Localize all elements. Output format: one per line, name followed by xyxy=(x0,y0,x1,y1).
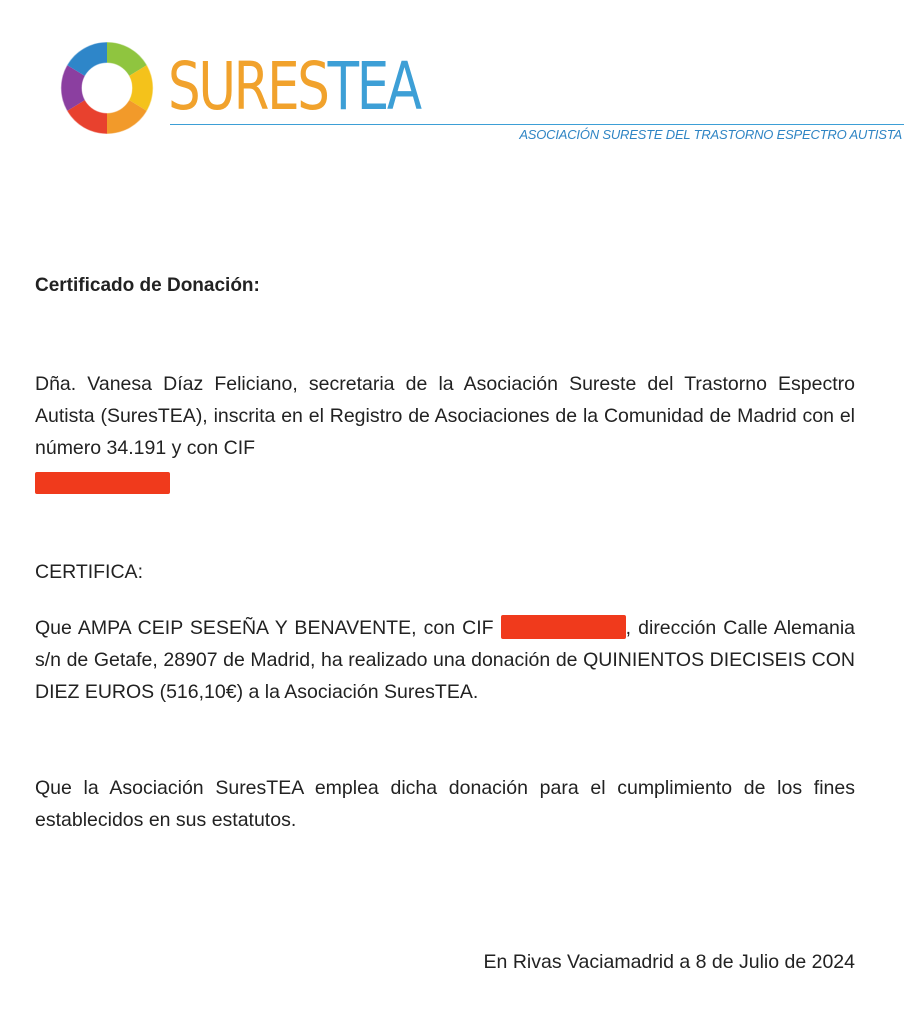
brand-wordmark xyxy=(168,48,420,125)
certifica-label: CERTIFICA: xyxy=(35,561,143,583)
header-divider xyxy=(170,124,904,125)
brand-wordmark-sures: SURES xyxy=(168,48,328,125)
intro-text: Dña. Vanesa Díaz Feliciano, secretaria de la Asociación Sureste del Trastorno Espectro Autista (SuresTEA), inscrita en el Registro de Asociaciones de la Comunidad de Madrid con el número 34.191 y con CIF xyxy=(35,373,855,459)
puzzle-ring-logo-icon xyxy=(55,38,159,138)
closing-place-date: En Rivas Vaciamadrid a 8 de Julio de 2024 xyxy=(483,951,855,973)
donation-text-suffix: , dirección Calle Alemania s/n de Getafe, 28907 de Madrid, ha realizado una donación de QUINIENTOS DIECISEIS CON DIEZ EUROS (516,10€) a la Asociación SuresTEA. xyxy=(35,617,855,703)
document-title: Certificado de Donación: xyxy=(35,275,260,296)
intro-paragraph xyxy=(35,368,855,496)
brand-tagline: ASOCIACIÓN SURESTE DEL TRASTORNO ESPECTRO AUTISTA xyxy=(519,127,902,142)
brand-wordmark-tea: TEA xyxy=(327,48,420,125)
donation-paragraph xyxy=(35,612,855,708)
uses-paragraph: Que la Asociación SuresTEA emplea dicha donación para el cumplimiento de los fines establecidos en sus estatutos. xyxy=(35,777,855,831)
redacted-cif-donor xyxy=(501,615,626,639)
redacted-cif-association xyxy=(35,472,170,494)
donation-text-prefix: Que AMPA CEIP SESEÑA Y BENAVENTE, con CIF xyxy=(35,617,494,639)
letterhead xyxy=(0,0,909,160)
